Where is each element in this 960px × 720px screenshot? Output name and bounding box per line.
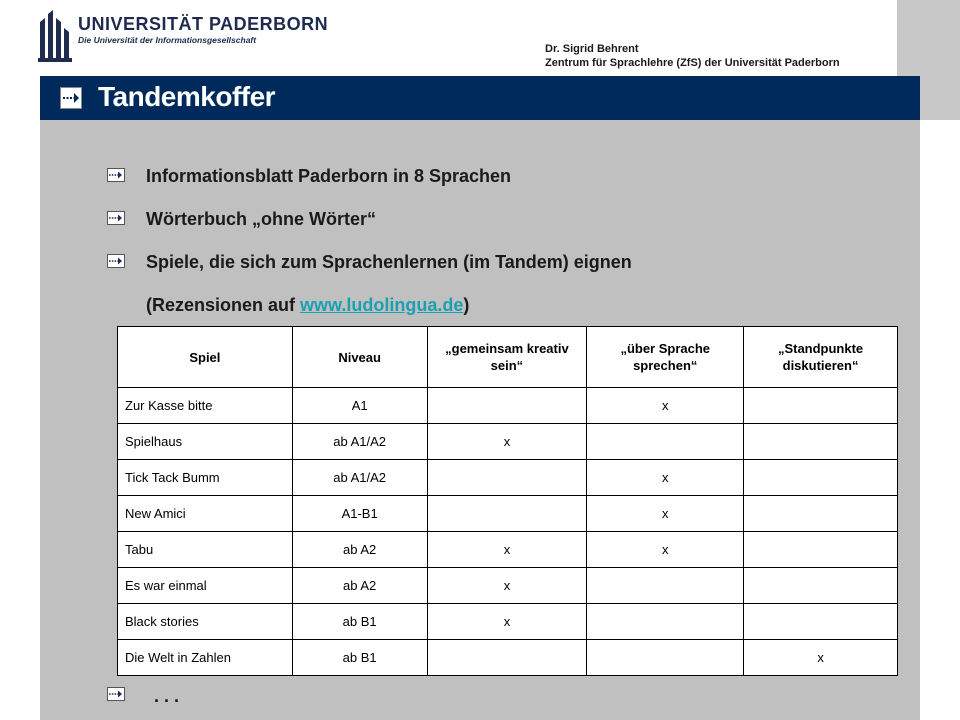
mark-creative: x [427,532,587,568]
mark-language: x [587,496,744,532]
table-row [118,460,898,496]
table-row [118,640,898,676]
mark-discuss [744,568,898,604]
mark-creative [427,388,587,424]
game-name: Tabu [118,532,293,568]
game-level: ab A1/A2 [292,460,427,496]
mark-discuss [744,604,898,640]
mark-creative: x [427,568,587,604]
page-title: Tandemkoffer [98,81,276,112]
mark-language: x [587,460,744,496]
mark-discuss [744,424,898,460]
ellipsis-bullet: . . . [154,686,180,706]
arrow-box-icon [60,87,82,109]
table-row [118,568,898,604]
table-header-row [118,327,898,388]
mark-language [587,640,744,676]
column-header: „gemeinsam kreativ sein“ [427,327,587,388]
university-logo [38,8,329,68]
column-header: „über Sprache sprechen“ [587,327,744,388]
ludolingua-link[interactable]: www.ludolingua.de [300,295,464,315]
author-name: Dr. Sigrid Behrent [545,43,639,55]
game-name: Die Welt in Zahlen [118,640,293,676]
game-name: New Amici [118,496,293,532]
bullet-arrow-icon [107,168,125,182]
game-name: Zur Kasse bitte [118,388,293,424]
game-level: ab B1 [292,640,427,676]
review-line [146,295,469,316]
mark-discuss: x [744,640,898,676]
column-header: Spiel [118,327,293,388]
table-row [118,424,898,460]
table-row [118,496,898,532]
games-table [117,326,898,676]
bullet-info-sheet: Informationsblatt Paderborn in 8 Sprachen [146,166,512,186]
game-level: A1 [292,388,427,424]
mark-discuss [744,532,898,568]
table-row [118,604,898,640]
mark-discuss [744,460,898,496]
game-level: ab B1 [292,604,427,640]
game-level: ab A1/A2 [292,424,427,460]
game-level: ab A2 [292,568,427,604]
bullet-dictionary: Wörterbuch „ohne Wörter“ [146,209,376,229]
bullet-games: Spiele, die sich zum Sprachenlernen (im Tandem) eignen [146,252,632,272]
review-prefix: (Rezensionen auf [146,295,301,315]
mark-language [587,604,744,640]
column-header: Niveau [292,327,427,388]
bullet-arrow-icon [107,211,125,225]
university-crest-icon [38,8,74,64]
mark-language: x [587,388,744,424]
column-header: „Standpunkte diskutieren“ [744,327,898,388]
game-name: Es war einmal [118,568,293,604]
game-name: Black stories [118,604,293,640]
mark-creative [427,640,587,676]
mark-language [587,568,744,604]
game-name: Spielhaus [118,424,293,460]
mark-language: x [587,532,744,568]
mark-discuss [744,388,898,424]
mark-creative [427,460,587,496]
university-tagline: Die Universität der Informationsgesellschaft [78,35,257,45]
university-name: UNIVERSITÄT PADERBORN [78,14,329,34]
mark-creative: x [427,424,587,460]
table-row [118,388,898,424]
review-suffix: ) [463,295,470,315]
mark-discuss [744,496,898,532]
mark-language [587,424,744,460]
table-row [118,532,898,568]
mark-creative: x [427,604,587,640]
game-level: A1-B1 [292,496,427,532]
author-institution: Zentrum für Sprachlehre (ZfS) der Universität Paderborn [545,57,840,69]
game-name: Tick Tack Bumm [118,460,293,496]
bullet-arrow-icon [107,254,125,268]
mark-creative [427,496,587,532]
author-info [545,42,840,70]
bullet-arrow-icon [107,687,125,701]
game-level: ab A2 [292,532,427,568]
